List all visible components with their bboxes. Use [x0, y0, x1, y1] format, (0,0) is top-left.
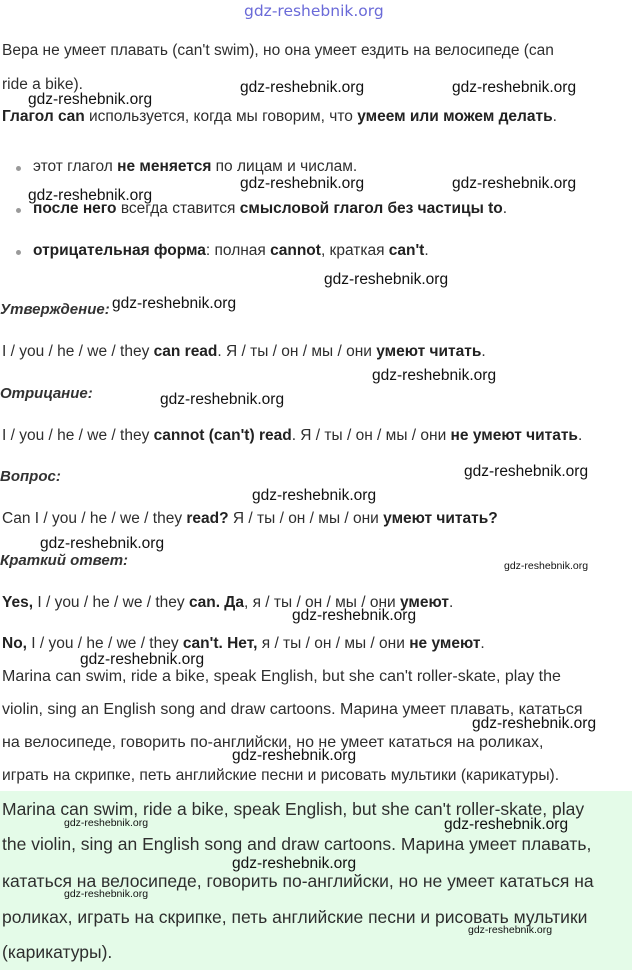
watermark-small[interactable]: gdz-reshebnik.org	[468, 924, 553, 936]
question-bold: умеют читать?	[383, 510, 498, 527]
bullet-3-part: , краткая	[320, 242, 389, 259]
bullet-2-part: .	[502, 200, 508, 217]
rule-text	[2, 108, 557, 126]
negative-bold: cannot (can't) read	[153, 427, 292, 444]
watermark[interactable]: gdz-reshebnik.org	[240, 175, 365, 192]
bullet-item-1	[33, 158, 357, 176]
answer-highlight-line-4: роликах, играть на скрипке, петь английские песни и рисовать мультики	[2, 907, 588, 927]
no-part: я / ты / он / мы / они	[257, 635, 410, 652]
watermark[interactable]: gdz-reshebnik.org	[252, 487, 377, 504]
bullet-3-bold: can't	[388, 242, 425, 259]
no-bold: can't. Нет,	[182, 635, 258, 652]
affirmative-bold: умеют читать	[376, 343, 482, 360]
watermark[interactable]: gdz-reshebnik.org	[464, 463, 589, 480]
watermark[interactable]: gdz-reshebnik.org	[28, 187, 153, 204]
short-answer-heading: Краткий ответ:	[0, 552, 129, 569]
watermark[interactable]: gdz-reshebnik.org	[444, 816, 569, 833]
question-heading: Вопрос:	[0, 468, 61, 485]
bullet-dot	[16, 250, 21, 255]
affirmative-part: . Я / ты / он / мы / они	[217, 343, 377, 360]
watermark[interactable]: gdz-reshebnik.org	[232, 747, 357, 764]
watermark[interactable]: gdz-reshebnik.org	[292, 607, 417, 624]
no-part: I / you / he / we / they	[26, 635, 183, 652]
intro-line-2: ride a bike).	[2, 76, 83, 93]
negative-part: I / you / he / we / they	[2, 427, 154, 444]
bullet-3-part: .	[424, 242, 429, 259]
rule-middle: используется, когда мы говорим, что	[84, 108, 358, 125]
negative-line	[2, 427, 582, 445]
bullet-1-part: по лицам и числам.	[211, 158, 358, 175]
bullet-3-part: : полная	[205, 242, 271, 259]
yes-bold: умеют	[400, 594, 449, 611]
yes-bold: can. Да	[188, 594, 244, 611]
affirmative-part: .	[481, 343, 486, 360]
watermark[interactable]: gdz-reshebnik.org	[472, 715, 597, 732]
watermark-small[interactable]: gdz-reshebnik.org	[64, 888, 149, 900]
bullet-2-bold: после него	[33, 200, 117, 217]
rule-meaning: умеем или можем делать	[357, 108, 553, 125]
watermark[interactable]: gdz-reshebnik.org	[324, 271, 449, 288]
watermark[interactable]: gdz-reshebnik.org	[240, 79, 365, 96]
negative-part: . Я / ты / он / мы / они	[291, 427, 451, 444]
answer-plain-line-3: на велосипеде, говорить по-английски, но не умеет кататься на роликах,	[2, 734, 544, 751]
watermark-small[interactable]: gdz-reshebnik.org	[64, 817, 149, 829]
watermark[interactable]: gdz-reshebnik.org	[232, 855, 357, 872]
no-bold: No,	[2, 635, 27, 652]
bullet-dot	[16, 166, 21, 171]
question-bold: read?	[186, 510, 229, 527]
bullet-2-part: всегда ставится	[116, 200, 240, 217]
affirmative-bold: can read	[153, 343, 218, 360]
yes-part: , я / ты / он / мы / они	[243, 594, 401, 611]
yes-part: .	[448, 594, 454, 611]
question-part: Я / ты / он / мы / они	[228, 510, 384, 527]
watermark[interactable]: gdz-reshebnik.org	[160, 391, 285, 408]
affirmative-part: I / you / he / we / they	[2, 343, 154, 360]
top-watermark[interactable]: gdz-reshebnik.org	[244, 2, 384, 20]
watermark-small[interactable]: gdz-reshebnik.org	[504, 560, 589, 572]
answer-highlight-line-5: (карикатуры).	[2, 942, 113, 962]
negative-part: .	[577, 427, 583, 444]
answer-plain-line-4: играть на скрипке, петь английские песни и рисовать мультики (карикатуры).	[2, 767, 560, 784]
bullet-1-bold: не меняется	[117, 158, 212, 175]
affirmative-heading: Утверждение:	[0, 301, 110, 318]
watermark[interactable]: gdz-reshebnik.org	[40, 535, 165, 552]
bullet-3-bold: cannot	[270, 242, 321, 259]
rule-end: .	[552, 108, 557, 125]
question-part: Can	[2, 510, 31, 527]
watermark[interactable]: gdz-reshebnik.org	[372, 367, 497, 384]
affirmative-line	[2, 343, 486, 361]
watermark[interactable]: gdz-reshebnik.org	[28, 91, 153, 108]
answer-plain-line-1: Marina can swim, ride a bike, speak English, but she can't roller-skate, play the	[2, 668, 561, 685]
watermark[interactable]: gdz-reshebnik.org	[80, 651, 205, 668]
answer-highlight-line-1: Marina can swim, ride a bike, speak English, but she can't roller-skate, play	[2, 799, 585, 819]
intro-line-1: Вера не умеет плавать (can't swim), но она умеет ездить на велосипеде (can	[2, 42, 554, 59]
bullet-3-bold: отрицательная форма	[33, 242, 206, 259]
short-answer-no	[2, 635, 485, 653]
bullet-1-part: этот глагол	[33, 158, 118, 175]
bullet-item-3	[33, 242, 429, 260]
question-part: I / you / he / we / they	[30, 510, 187, 527]
answer-plain-line-2: violin, sing an English song and draw cartoons. Марина умеет плавать, кататься	[2, 701, 583, 718]
bullet-dot	[16, 208, 21, 213]
question-line	[2, 510, 498, 528]
answer-highlight-line-3: кататься на велосипеде, говорить по-английски, но не умеет кататься на	[2, 871, 594, 891]
watermark[interactable]: gdz-reshebnik.org	[452, 175, 577, 192]
rule-verb: Глагол can	[2, 108, 85, 125]
yes-bold: Yes,	[2, 594, 34, 611]
negative-bold: не умеют читать	[450, 427, 578, 444]
no-part: .	[480, 635, 485, 652]
no-bold: не умеют	[409, 635, 481, 652]
negative-heading: Отрицание:	[0, 385, 93, 402]
watermark[interactable]: gdz-reshebnik.org	[452, 79, 577, 96]
bullet-2-bold: смысловой глагол без частицы to	[239, 200, 503, 217]
yes-part: I / you / he / we / they	[33, 594, 189, 611]
watermark[interactable]: gdz-reshebnik.org	[112, 295, 237, 312]
answer-highlight-line-2: the violin, sing an English song and draw cartoons. Марина умеет плавать,	[2, 834, 592, 854]
